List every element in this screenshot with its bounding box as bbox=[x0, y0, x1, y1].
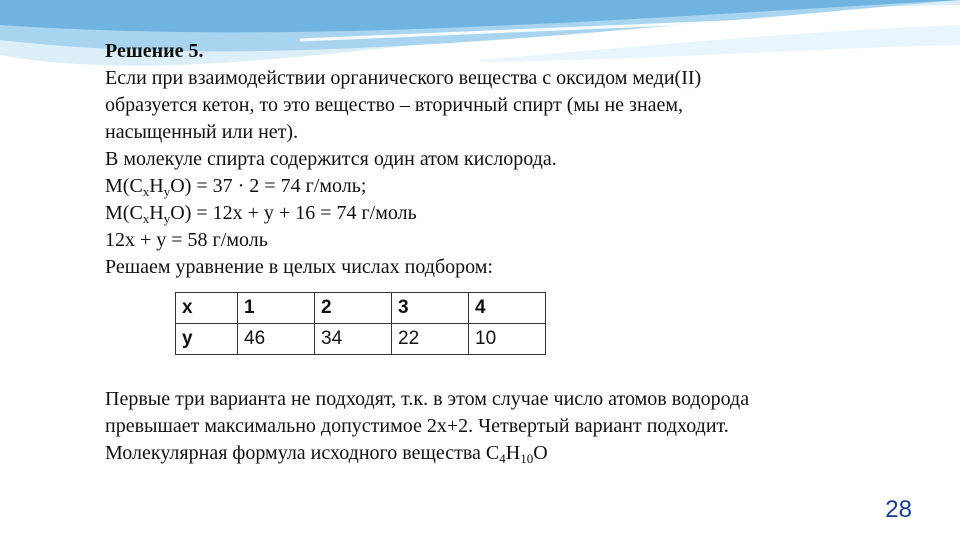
text-line-2: образуется кетон, то это вещество – вторичный спирт (мы не знаем, bbox=[105, 94, 684, 116]
table-cell: 10 bbox=[469, 324, 546, 355]
molecular-formula-post: O bbox=[533, 442, 548, 464]
formula-1-post: O) = 37 · 2 = 74 г/моль; bbox=[170, 175, 367, 197]
table-cell: x bbox=[176, 293, 238, 324]
molecular-formula-pre: Молекулярная формула исходного вещества C bbox=[105, 442, 500, 464]
table-cell: 34 bbox=[315, 324, 392, 355]
table-cell: 46 bbox=[238, 324, 315, 355]
solution-text bbox=[105, 38, 925, 281]
formula-1-sub-y: y bbox=[163, 184, 171, 199]
table-cell: 22 bbox=[392, 324, 469, 355]
table-row-y bbox=[176, 324, 546, 355]
page-number: 28 bbox=[885, 496, 912, 523]
formula-line-3: 12x + y = 58 г/моль bbox=[105, 229, 268, 251]
table-row-x bbox=[176, 293, 546, 324]
formula-2-h: H bbox=[149, 202, 164, 224]
table-cell: 4 bbox=[469, 293, 546, 324]
conclusion-line-1: Первые три варианта не подходят, т.к. в этом случае число атомов водорода bbox=[105, 388, 750, 410]
conclusion-line-2: превышает максимально допустимое 2x+2. Четвертый вариант подходит. bbox=[105, 415, 729, 437]
conclusion-text bbox=[105, 386, 749, 467]
formula-2-sub-x: x bbox=[142, 211, 150, 226]
selection-table bbox=[175, 292, 546, 355]
text-line-4: В молекуле спирта содержится один атом кислорода. bbox=[105, 148, 557, 170]
formula-2-sub-y: y bbox=[163, 211, 171, 226]
molecular-formula-sub-h: 10 bbox=[520, 451, 534, 466]
molecular-formula-sub-c: 4 bbox=[499, 451, 506, 466]
text-line-1: Если при взаимодействии органического вещества с оксидом меди(II) bbox=[105, 67, 702, 89]
formula-1-sub-x: x bbox=[142, 184, 150, 199]
conclusion-line-3 bbox=[105, 440, 749, 467]
formula-line-2 bbox=[105, 200, 925, 227]
molecular-formula-h: H bbox=[505, 442, 521, 464]
table-cell: 3 bbox=[392, 293, 469, 324]
table-cell: 2 bbox=[315, 293, 392, 324]
formula-line-1 bbox=[105, 173, 925, 200]
text-line-5: Решаем уравнение в целых числах подбором: bbox=[105, 256, 493, 278]
formula-2-post: O) = 12x + y + 16 = 74 г/моль bbox=[170, 202, 417, 224]
solution-heading: Решение 5. bbox=[105, 40, 204, 62]
formula-1-pre: M(C bbox=[105, 175, 143, 197]
text-line-3: насыщенный или нет). bbox=[105, 121, 299, 143]
table-cell: 1 bbox=[238, 293, 315, 324]
table-cell: y bbox=[176, 324, 238, 355]
formula-1-h: H bbox=[149, 175, 164, 197]
formula-2-pre: M(C bbox=[105, 202, 143, 224]
